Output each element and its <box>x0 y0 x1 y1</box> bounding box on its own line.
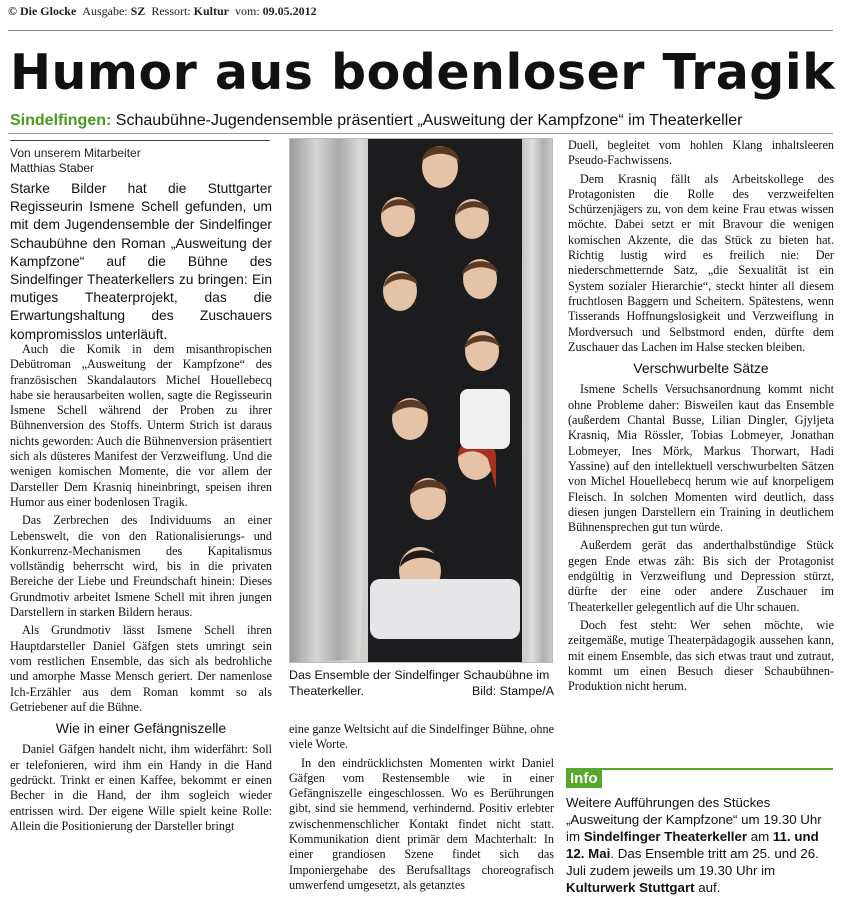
info-dates: 11. und 12. Mai <box>566 829 819 861</box>
paragraph: Doch fest steht: Wer sehen möchte, wie zeitgemäße, mutige Theaterpädagogik aussehen kann, mit einem Ensemble, das sich etwas traut und zutraut, kommt um einen Besuch dieser Schaubühnen-Produktion nicht herum. <box>568 617 834 694</box>
subheadline-text: Schaubühne-Jugendensemble präsentiert „Ausweitung der Kampfzone“ im Theaterkeller <box>111 112 743 129</box>
dateline-place: Sindelfingen: <box>10 112 112 129</box>
info-text-part: Weitere Aufführungen des Stückes „Ausweitung der Kampfzone“ um 19.30 Uhr im <box>566 795 822 844</box>
paragraph: Als Grundmotiv lässt Ismene Schell ihren Hauptdarsteller Daniel Gäfgen stets umringt sein vom restlichen Ensemble, das sich als bedrohliche und amorphe Masse Mensch geriert. Der namenlose Ich-Erzähler aus dem Roman kommt so als Getriebener auf die Bühne. <box>10 623 272 714</box>
info-venue-2: Kulturwerk Stuttgart <box>566 880 695 895</box>
article-meta <box>8 4 317 19</box>
intro-paragraph: Starke Bilder hat die Stuttgarter Regisseurin Ismene Schell gefunden, um mit dem Jugendensemble der Sindelfinger Schaubühne den Roman „Ausweitung der Kampfzone“ auf die Bühne des Sindelfinger Theaterkellers zu bringen: Ein mutiges Theaterprojekt, das die Erwartungshaltung des Zuschauers kompromisslos unterläuft. <box>10 181 272 342</box>
subheadline <box>10 112 743 130</box>
subheadline-divider <box>8 133 833 134</box>
byline <box>10 146 270 176</box>
paragraph: Auch die Komik in dem misanthropischen Debütroman „Ausweitung der Kampfzone“ des französischen Skandalautors Michel Houellebecq habe sie herausarbeiten wollen, sagte die Regisseurin Ismene Schell während der Proben zu ihrer Bühnenversion des Stoffs. Unterm Strich ist daraus nichts geworden: Auch die Bühnenversion präsentiert sich als düsteres Manifest der Verzweiflung. Und die wenigen komischen Momente, die vor allem der Darsteller Dem Krasniq hineinbringt, speisen ihren Humor aus einer bodenlosen Tragik. <box>10 342 272 509</box>
section-subheading: Wie in einer Gefängniszelle <box>55 720 227 737</box>
info-venue-1: Sindelfinger Theaterkeller <box>583 829 748 844</box>
source-label: © Die Glocke <box>8 4 77 18</box>
info-text-part: am <box>747 829 773 844</box>
info-text <box>566 794 833 896</box>
byline-line-1: Von unserem Mitarbeiter <box>10 146 141 160</box>
info-text-part: . Das Ensemble tritt am 25. und 26. Juli zudem jeweils um 19.30 Uhr im <box>566 846 819 878</box>
headline: Humor aus bodenloser Tragik <box>10 44 836 101</box>
paragraph: eine ganze Weltsicht auf die Sindelfinger Bühne, ohne viele Worte. <box>289 722 554 752</box>
info-label: Info <box>566 770 602 788</box>
column-1 <box>10 342 272 837</box>
paragraph: Duell, begleitet vom hohlen Klang inhaltsleeren Pseudo-Fachwissens. <box>568 138 834 168</box>
date-value: 09.05.2012 <box>262 4 317 18</box>
paragraph: Daniel Gäfgen handelt nicht, ihm widerfährt: Soll er telefonieren, wird ihm ein Handy in die Hand gedrückt. Trinkt er einen Kaffee, bekommt er einen Becher in die Hand, der ihm sogleich wieder entrissen wird. Der eigene Wille spielt keine Rolle: Allein die Positionierung der Darsteller bringt <box>10 742 272 833</box>
info-box <box>566 768 833 896</box>
byline-author: Matthias Staber <box>10 161 95 175</box>
section-label: Ressort: <box>151 4 191 18</box>
info-header <box>566 768 833 786</box>
edition-value: SZ <box>130 4 146 18</box>
section-value: Kultur <box>193 4 229 18</box>
caption-text: Das Ensemble der Sindelfinger Schaubühne im Theaterkeller. <box>289 668 550 698</box>
paragraph: Dem Krasniq fällt als Arbeitskollege des Protagonisten die Rolle des verzweifelten Schürzenjägers zu, von dem keine Frau etwas wissen möchte. Dabei setzt er mit Bravour die wenigen komischen Akzente, die das Stück zu bieten hat. Richtig lustig wird es freilich nie: Der niederschmetternde Satz, „die Sexualität ist ein System sozialer Hierarchie“, steckt hinter all diesem fruchtlosen Baggern und Scheitern. Spätestens, wenn Tisserands Hoffnungslosigkeit und Verzweiflung in Mordversuch und Selbstmord enden, dürfte dem Zuschauer das Lachen im Halse stecken bleiben. <box>568 171 834 354</box>
ensemble-photo <box>289 138 553 663</box>
section-subheading: Verschwurbelte Sätze <box>633 360 769 377</box>
date-label: vom: <box>235 4 260 18</box>
paragraph: Das Zerbrechen des Individuums an einer Lebenswelt, die von den Rationalisierungs- und Konkurrenz-Mechanismen des Kapitalismus vollständig beherrscht wird, bis in die privaten Bereiche der Liebe und Freundschaft hinein: Dieses Grundmotiv arbeitet Ismene Schell mit ihren jungen Darstellern in starken Bildern heraus. <box>10 513 272 620</box>
paragraph: Ismene Schells Versuchsanordnung kommt nicht ohne Probleme daher: Bisweilen kaut das Ensemble (außerdem Chantal Busse, Lilian Dingler, Gjyljeta Krasniq, Mia Rössler, Tobias Lobmeyer, Jonathan Lobmeyer, Ines Mörk, Markus Thorwart, Hadi Yassine) auf den intellektuell verschwurbelten Sätzen von Michel Houellebecq herum wie auf knorpeligem Fleisch. In solchen Momenten wird deutlich, dass diesen jungen Darstellern ein Training in deutlichem Bühnensprechen gut tun würde. <box>568 382 834 535</box>
paragraph: In den eindrücklichsten Momenten wirkt Daniel Gäfgen vom Restensemble wie in einer Gefängniszelle eingeschlossen. Wo es Berührungen gibt, sind sie hemmend, verhindernd. Positiv erlebter zwischenmenschlicher Kontakt findet nicht statt. Kommunikation dient primär dem Machterhalt: In einer grandiosen Szene findet sich das Imponiergehabe des Berufsalltags choreografisch umwerfend umgesetzt, als getanztes <box>289 755 554 892</box>
photo-caption <box>289 668 554 699</box>
byline-divider <box>10 140 270 141</box>
column-2 <box>289 722 554 896</box>
paragraph: Außerdem gerät das anderthalbstündige Stück gegen Ende etwas zäh: Bis sich der Protagonist endgültig in Verzweiflung und Depression stürzt, dürfte der eine oder andere Zuschauer im Theaterkeller gelegentlich auf die Uhr schauen. <box>568 538 834 614</box>
edition-label: Ausgabe: <box>82 4 128 18</box>
column-3 <box>568 138 834 697</box>
top-divider <box>8 30 833 31</box>
info-text-part: auf. <box>694 880 721 895</box>
ensemble-photo-illustration <box>290 139 553 663</box>
photo-credit: Bild: Stampe/A <box>472 683 554 698</box>
